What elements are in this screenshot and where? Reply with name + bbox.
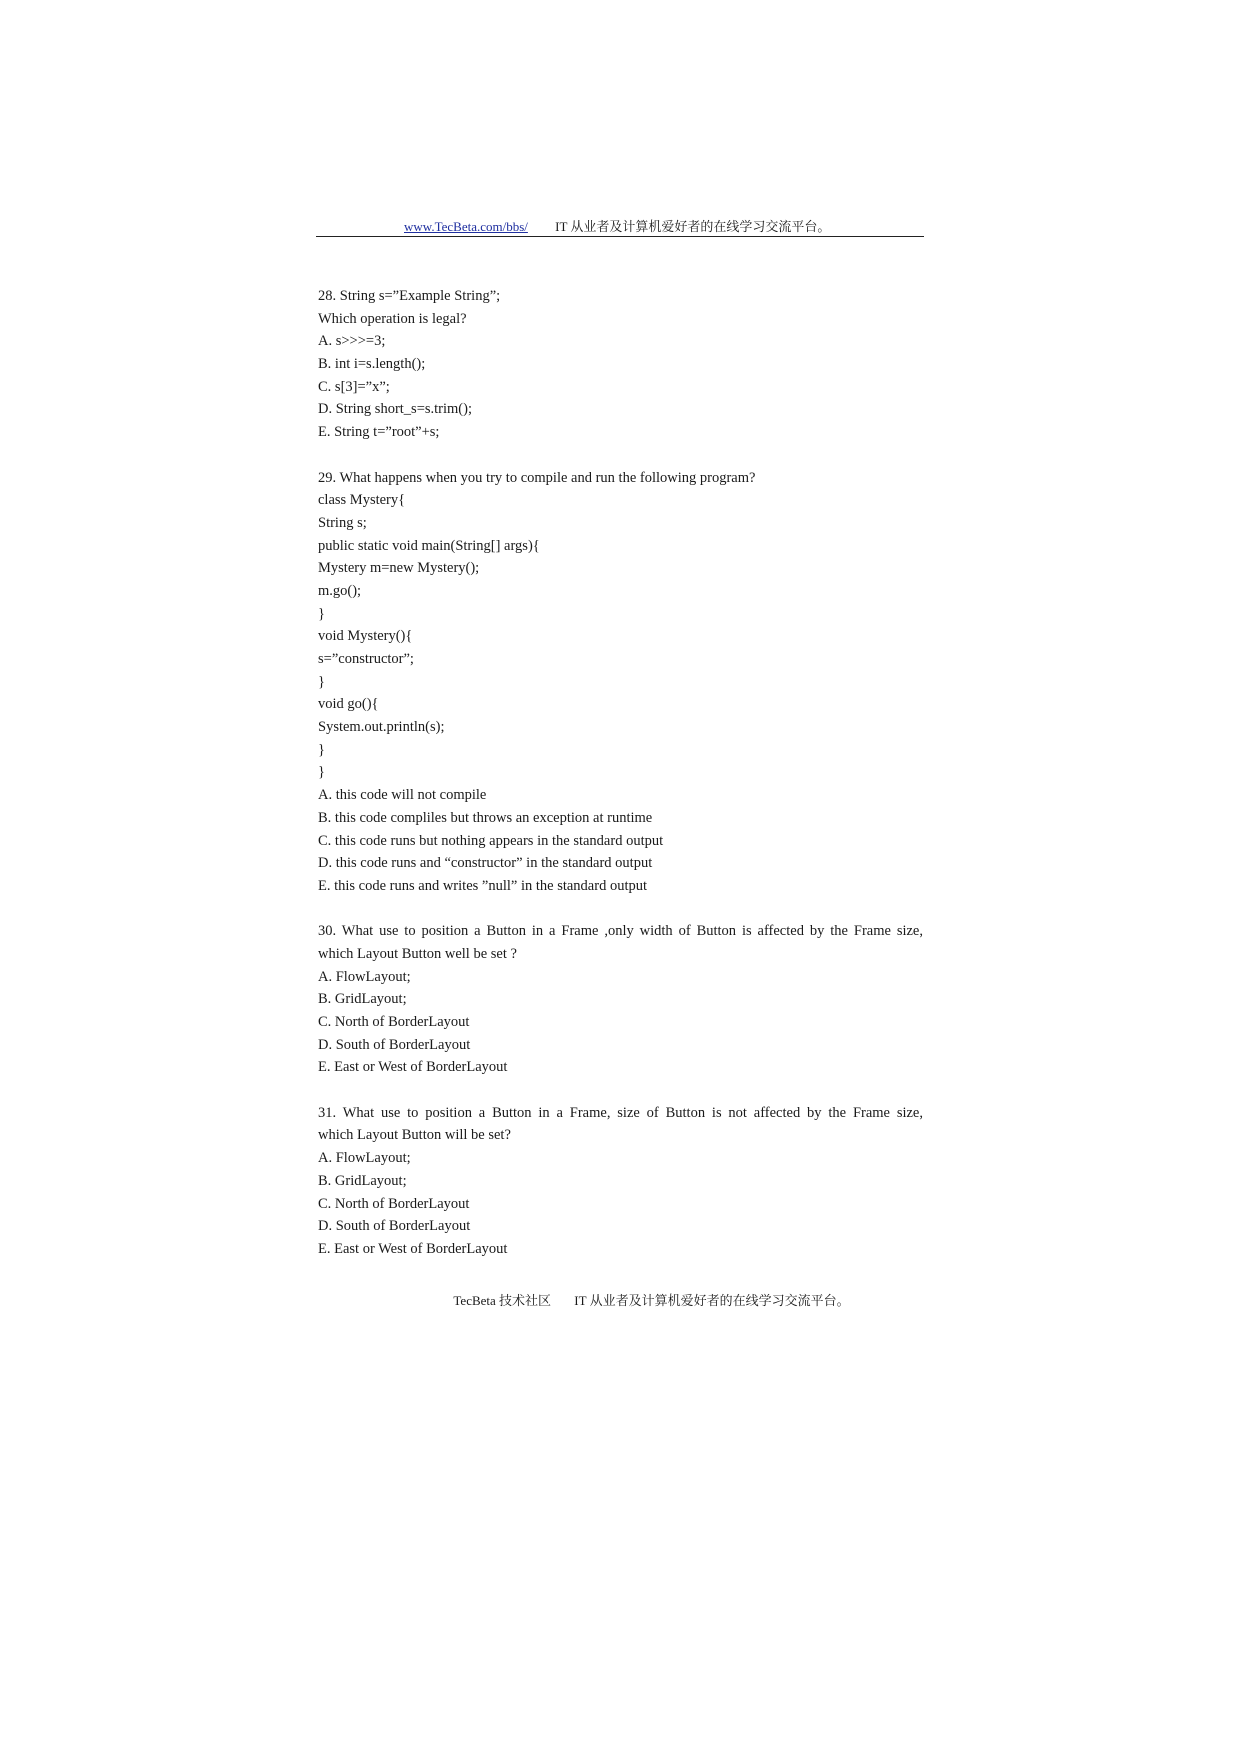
header-divider xyxy=(316,236,924,237)
answer-option: E. East or West of BorderLayout xyxy=(318,1059,508,1076)
code-line: } xyxy=(318,605,325,622)
page-header xyxy=(316,218,924,236)
question-30 xyxy=(318,920,923,1079)
question-text: 30. What use to position a Button in a Frame ,only width of Button is affected by the Frame size, xyxy=(318,923,923,940)
question-text: 28. String s=”Example String”; xyxy=(318,288,501,304)
question-29 xyxy=(318,467,923,898)
code-line: void go(){ xyxy=(318,696,379,713)
question-text: 29. What happens when you try to compile and run the following program? xyxy=(318,469,756,486)
answer-option: E. East or West of BorderLayout xyxy=(318,1240,508,1257)
code-line: class Mystery{ xyxy=(318,492,406,509)
answer-option: A. this code will not compile xyxy=(318,787,487,804)
code-line: Mystery m=new Mystery(); xyxy=(318,560,480,577)
answer-option: B. this code compliles but throws an exception at runtime xyxy=(318,809,653,826)
header-line xyxy=(404,218,830,236)
answer-option: C. North of BorderLayout xyxy=(318,1014,470,1030)
code-line: } xyxy=(318,741,325,758)
answer-option: D. South of BorderLayout xyxy=(318,1218,471,1235)
question-31 xyxy=(318,1102,923,1261)
code-line: public static void main(String[] args){ xyxy=(318,537,540,554)
answer-option: B. GridLayout; xyxy=(318,991,407,1008)
page-footer xyxy=(0,1292,1241,1310)
answer-option: C. s[3]=”x”; xyxy=(318,378,390,395)
answer-option: A. FlowLayout; xyxy=(318,968,411,985)
answer-option: D. this code runs and “constructor” in the standard output xyxy=(318,855,653,872)
answer-option: E. String t=”root”+s; xyxy=(318,424,440,441)
footer-brand: TecBeta 技术社区 xyxy=(453,1293,552,1308)
code-line: void Mystery(){ xyxy=(318,628,413,645)
code-line: System.out.println(s); xyxy=(318,719,445,736)
question-text: which Layout Button will be set? xyxy=(318,1127,511,1144)
answer-option: B. GridLayout; xyxy=(318,1172,407,1189)
answer-option: A. FlowLayout; xyxy=(318,1150,411,1167)
answer-option: D. South of BorderLayout xyxy=(318,1036,471,1053)
code-line: s=”constructor”; xyxy=(318,651,414,667)
question-text: which Layout Button well be set ? xyxy=(318,945,517,962)
code-line: String s; xyxy=(318,514,367,531)
code-line: } xyxy=(318,673,325,690)
answer-option: B. int i=s.length(); xyxy=(318,356,426,373)
answer-option: C. this code runs but nothing appears in the standard output xyxy=(318,832,664,849)
header-tagline: IT 从业者及计算机爱好者的在线学习交流平台。 xyxy=(555,219,831,234)
code-line: m.go(); xyxy=(318,582,362,599)
header-url-link[interactable]: www.TecBeta.com/bbs/ xyxy=(404,219,528,234)
spacer xyxy=(318,898,923,921)
question-28 xyxy=(318,285,923,444)
answer-option: D. String short_s=s.trim(); xyxy=(318,401,472,418)
spacer xyxy=(318,444,923,467)
answer-option: A. s>>>=3; xyxy=(318,333,386,350)
code-line: } xyxy=(318,764,325,781)
answer-option: C. North of BorderLayout xyxy=(318,1195,470,1212)
document-body xyxy=(318,285,923,1261)
footer-tagline: IT 从业者及计算机爱好者的在线学习交流平台。 xyxy=(574,1293,850,1308)
question-text: 31. What use to position a Button in a Frame, size of Button is not affected by the Frame size, xyxy=(318,1104,923,1121)
spacer xyxy=(318,1079,923,1102)
answer-option: E. this code runs and writes ”null” in the standard output xyxy=(318,877,647,894)
question-text: Which operation is legal? xyxy=(318,310,467,327)
